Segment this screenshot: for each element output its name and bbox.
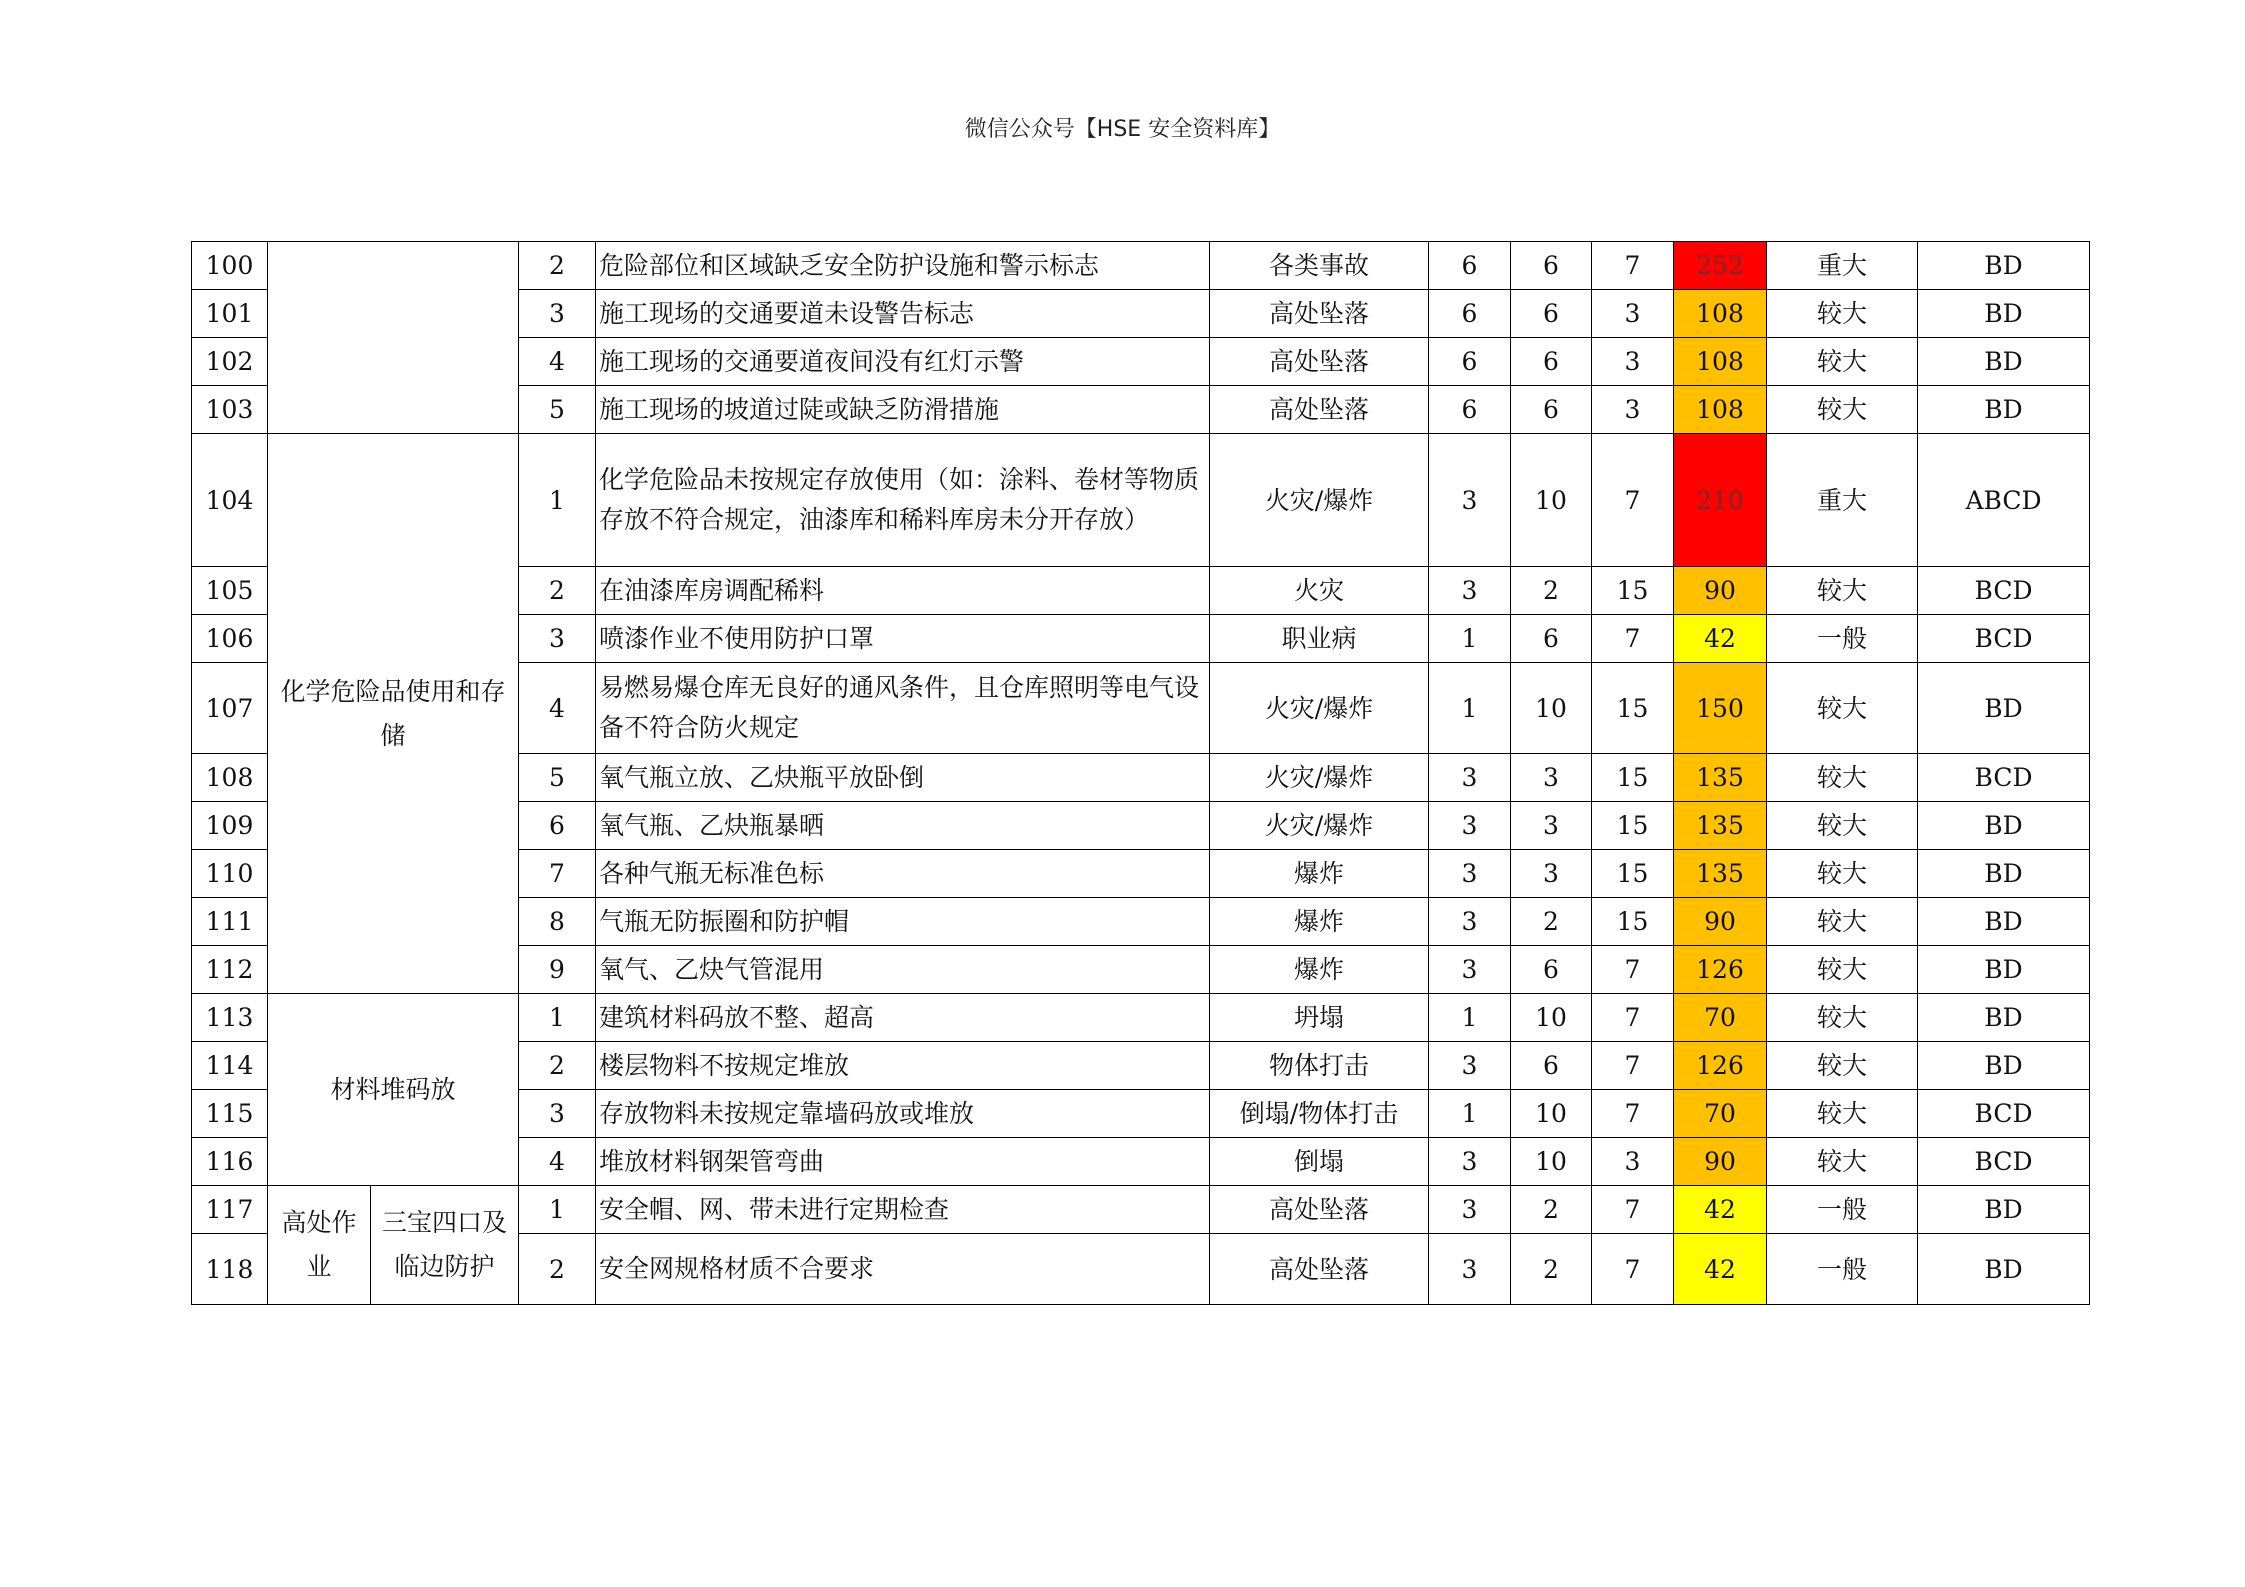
risk-level-cell: 较大 xyxy=(1767,567,1918,615)
sub-number-cell: 6 xyxy=(519,802,596,850)
c-value-cell: 7 xyxy=(1592,242,1674,290)
risk-level-cell: 一般 xyxy=(1767,615,1918,663)
l-value-cell: 3 xyxy=(1429,850,1511,898)
d-value-cell: 108 xyxy=(1674,386,1767,434)
control-measures-cell: BD xyxy=(1918,898,2090,946)
c-value-cell: 7 xyxy=(1592,1042,1674,1090)
risk-level-cell: 较大 xyxy=(1767,663,1918,754)
risk-level-cell: 较大 xyxy=(1767,898,1918,946)
risk-level-cell: 一般 xyxy=(1767,1186,1918,1234)
row-number-cell: 112 xyxy=(192,946,268,994)
risk-level-cell: 较大 xyxy=(1767,290,1918,338)
c-value-cell: 3 xyxy=(1592,290,1674,338)
e-value-cell: 6 xyxy=(1511,386,1592,434)
row-number-cell: 118 xyxy=(192,1234,268,1305)
l-value-cell: 3 xyxy=(1429,754,1511,802)
control-measures-cell: BD xyxy=(1918,1186,2090,1234)
accident-type-cell: 坍塌 xyxy=(1210,994,1429,1042)
d-value-cell: 90 xyxy=(1674,898,1767,946)
c-value-cell: 7 xyxy=(1592,434,1674,567)
accident-type-cell: 火灾/爆炸 xyxy=(1210,802,1429,850)
d-value-cell: 108 xyxy=(1674,338,1767,386)
sub-number-cell: 2 xyxy=(519,1042,596,1090)
hazard-description-cell: 施工现场的交通要道未设警告标志 xyxy=(596,290,1210,338)
control-measures-cell: BD xyxy=(1918,994,2090,1042)
e-value-cell: 6 xyxy=(1511,338,1592,386)
risk-level-cell: 较大 xyxy=(1767,338,1918,386)
risk-level-cell: 较大 xyxy=(1767,386,1918,434)
row-number-cell: 107 xyxy=(192,663,268,754)
control-measures-cell: BD xyxy=(1918,386,2090,434)
row-number-cell: 110 xyxy=(192,850,268,898)
accident-type-cell: 高处坠落 xyxy=(1210,1234,1429,1305)
row-number-cell: 113 xyxy=(192,994,268,1042)
c-value-cell: 7 xyxy=(1592,1186,1674,1234)
c-value-cell: 3 xyxy=(1592,338,1674,386)
accident-type-cell: 物体打击 xyxy=(1210,1042,1429,1090)
accident-type-cell: 各类事故 xyxy=(1210,242,1429,290)
l-value-cell: 3 xyxy=(1429,567,1511,615)
table-row xyxy=(192,242,2090,290)
row-number-cell: 114 xyxy=(192,1042,268,1090)
risk-level-cell: 重大 xyxy=(1767,242,1918,290)
hazard-description-cell: 施工现场的交通要道夜间没有红灯示警 xyxy=(596,338,1210,386)
hazard-description-cell: 喷漆作业不使用防护口罩 xyxy=(596,615,1210,663)
sub-number-cell: 4 xyxy=(519,1138,596,1186)
sub-number-cell: 4 xyxy=(519,338,596,386)
sub-number-cell: 2 xyxy=(519,242,596,290)
e-value-cell: 2 xyxy=(1511,1186,1592,1234)
sub-number-cell: 1 xyxy=(519,994,596,1042)
e-value-cell: 6 xyxy=(1511,615,1592,663)
accident-type-cell: 职业病 xyxy=(1210,615,1429,663)
d-value-cell: 42 xyxy=(1674,1186,1767,1234)
hazard-description-cell: 建筑材料码放不整、超高 xyxy=(596,994,1210,1042)
risk-level-cell: 较大 xyxy=(1767,1138,1918,1186)
control-measures-cell: BD xyxy=(1918,946,2090,994)
c-value-cell: 3 xyxy=(1592,386,1674,434)
row-number-cell: 108 xyxy=(192,754,268,802)
l-value-cell: 6 xyxy=(1429,290,1511,338)
l-value-cell: 3 xyxy=(1429,1186,1511,1234)
page-header: 微信公众号【HSE 安全资料库】 xyxy=(964,117,1281,142)
category-height-cell: 高处作业 xyxy=(268,1186,371,1305)
row-number-cell: 103 xyxy=(192,386,268,434)
risk-level-cell: 较大 xyxy=(1767,1090,1918,1138)
d-value-cell: 135 xyxy=(1674,754,1767,802)
d-value-cell: 90 xyxy=(1674,1138,1767,1186)
e-value-cell: 10 xyxy=(1511,1090,1592,1138)
category-material-cell: 材料堆码放 xyxy=(268,994,519,1186)
hazard-description-cell: 施工现场的坡道过陡或缺乏防滑措施 xyxy=(596,386,1210,434)
accident-type-cell: 火灾 xyxy=(1210,567,1429,615)
d-value-cell: 90 xyxy=(1674,567,1767,615)
control-measures-cell: BCD xyxy=(1918,567,2090,615)
e-value-cell: 10 xyxy=(1511,1138,1592,1186)
hazard-description-cell: 氧气、乙炔气管混用 xyxy=(596,946,1210,994)
category-cell-empty xyxy=(268,242,519,434)
l-value-cell: 1 xyxy=(1429,994,1511,1042)
e-value-cell: 10 xyxy=(1511,994,1592,1042)
table-row xyxy=(192,1186,2090,1234)
subcategory-height-cell: 三宝四口及临边防护 xyxy=(371,1186,519,1305)
risk-level-cell: 较大 xyxy=(1767,946,1918,994)
c-value-cell: 15 xyxy=(1592,754,1674,802)
d-value-cell: 135 xyxy=(1674,802,1767,850)
risk-level-cell: 较大 xyxy=(1767,850,1918,898)
c-value-cell: 15 xyxy=(1592,567,1674,615)
control-measures-cell: BCD xyxy=(1918,1138,2090,1186)
d-value-cell: 150 xyxy=(1674,663,1767,754)
sub-number-cell: 4 xyxy=(519,663,596,754)
accident-type-cell: 倒塌/物体打击 xyxy=(1210,1090,1429,1138)
hazard-description-cell: 楼层物料不按规定堆放 xyxy=(596,1042,1210,1090)
c-value-cell: 15 xyxy=(1592,850,1674,898)
l-value-cell: 6 xyxy=(1429,338,1511,386)
l-value-cell: 3 xyxy=(1429,946,1511,994)
hazard-description-cell: 危险部位和区域缺乏安全防护设施和警示标志 xyxy=(596,242,1210,290)
row-number-cell: 101 xyxy=(192,290,268,338)
e-value-cell: 6 xyxy=(1511,290,1592,338)
control-measures-cell: ABCD xyxy=(1918,434,2090,567)
l-value-cell: 3 xyxy=(1429,434,1511,567)
e-value-cell: 3 xyxy=(1511,802,1592,850)
accident-type-cell: 高处坠落 xyxy=(1210,1186,1429,1234)
control-measures-cell: BCD xyxy=(1918,615,2090,663)
accident-type-cell: 爆炸 xyxy=(1210,898,1429,946)
d-value-cell: 210 xyxy=(1674,434,1767,567)
hazard-description-cell: 堆放材料钢架管弯曲 xyxy=(596,1138,1210,1186)
sub-number-cell: 1 xyxy=(519,434,596,567)
sub-number-cell: 7 xyxy=(519,850,596,898)
e-value-cell: 6 xyxy=(1511,946,1592,994)
c-value-cell: 7 xyxy=(1592,1090,1674,1138)
l-value-cell: 3 xyxy=(1429,1234,1511,1305)
d-value-cell: 135 xyxy=(1674,850,1767,898)
hazard-description-cell: 易燃易爆仓库无良好的通风条件，且仓库照明等电气设备不符合防火规定 xyxy=(596,663,1210,754)
row-number-cell: 117 xyxy=(192,1186,268,1234)
l-value-cell: 3 xyxy=(1429,1042,1511,1090)
row-number-cell: 111 xyxy=(192,898,268,946)
sub-number-cell: 3 xyxy=(519,290,596,338)
d-value-cell: 126 xyxy=(1674,946,1767,994)
row-number-cell: 100 xyxy=(192,242,268,290)
sub-number-cell: 2 xyxy=(519,567,596,615)
accident-type-cell: 倒塌 xyxy=(1210,1138,1429,1186)
risk-level-cell: 较大 xyxy=(1767,802,1918,850)
row-number-cell: 104 xyxy=(192,434,268,567)
hazard-description-cell: 安全帽、网、带未进行定期检查 xyxy=(596,1186,1210,1234)
c-value-cell: 7 xyxy=(1592,946,1674,994)
e-value-cell: 10 xyxy=(1511,663,1592,754)
l-value-cell: 3 xyxy=(1429,1138,1511,1186)
risk-table xyxy=(191,241,2090,1305)
table-row xyxy=(192,994,2090,1042)
accident-type-cell: 爆炸 xyxy=(1210,946,1429,994)
sub-number-cell: 5 xyxy=(519,386,596,434)
sub-number-cell: 2 xyxy=(519,1234,596,1305)
d-value-cell: 108 xyxy=(1674,290,1767,338)
row-number-cell: 116 xyxy=(192,1138,268,1186)
e-value-cell: 2 xyxy=(1511,567,1592,615)
sub-number-cell: 3 xyxy=(519,1090,596,1138)
e-value-cell: 6 xyxy=(1511,242,1592,290)
c-value-cell: 15 xyxy=(1592,802,1674,850)
l-value-cell: 6 xyxy=(1429,242,1511,290)
e-value-cell: 3 xyxy=(1511,754,1592,802)
hazard-description-cell: 各种气瓶无标准色标 xyxy=(596,850,1210,898)
hazard-description-cell: 氧气瓶立放、乙炔瓶平放卧倒 xyxy=(596,754,1210,802)
control-measures-cell: BD xyxy=(1918,290,2090,338)
sub-number-cell: 9 xyxy=(519,946,596,994)
control-measures-cell: BD xyxy=(1918,242,2090,290)
row-number-cell: 105 xyxy=(192,567,268,615)
c-value-cell: 15 xyxy=(1592,663,1674,754)
control-measures-cell: BD xyxy=(1918,663,2090,754)
hazard-description-cell: 气瓶无防振圈和防护帽 xyxy=(596,898,1210,946)
d-value-cell: 126 xyxy=(1674,1042,1767,1090)
d-value-cell: 252 xyxy=(1674,242,1767,290)
table-row xyxy=(192,434,2090,567)
risk-level-cell: 较大 xyxy=(1767,1042,1918,1090)
c-value-cell: 7 xyxy=(1592,615,1674,663)
category-chem-cell: 化学危险品使用和存储 xyxy=(268,434,519,994)
sub-number-cell: 3 xyxy=(519,615,596,663)
hazard-description-cell: 在油漆库房调配稀料 xyxy=(596,567,1210,615)
hazard-description-cell: 存放物料未按规定靠墙码放或堆放 xyxy=(596,1090,1210,1138)
accident-type-cell: 火灾/爆炸 xyxy=(1210,434,1429,567)
l-value-cell: 6 xyxy=(1429,386,1511,434)
e-value-cell: 2 xyxy=(1511,898,1592,946)
risk-level-cell: 重大 xyxy=(1767,434,1918,567)
control-measures-cell: BD xyxy=(1918,802,2090,850)
accident-type-cell: 高处坠落 xyxy=(1210,386,1429,434)
control-measures-cell: BD xyxy=(1918,1234,2090,1305)
sub-number-cell: 1 xyxy=(519,1186,596,1234)
d-value-cell: 70 xyxy=(1674,994,1767,1042)
sub-number-cell: 5 xyxy=(519,754,596,802)
accident-type-cell: 爆炸 xyxy=(1210,850,1429,898)
c-value-cell: 3 xyxy=(1592,1138,1674,1186)
e-value-cell: 2 xyxy=(1511,1234,1592,1305)
l-value-cell: 1 xyxy=(1429,615,1511,663)
c-value-cell: 7 xyxy=(1592,1234,1674,1305)
control-measures-cell: BD xyxy=(1918,1042,2090,1090)
sub-number-cell: 8 xyxy=(519,898,596,946)
l-value-cell: 1 xyxy=(1429,1090,1511,1138)
d-value-cell: 42 xyxy=(1674,1234,1767,1305)
row-number-cell: 106 xyxy=(192,615,268,663)
control-measures-cell: BCD xyxy=(1918,754,2090,802)
control-measures-cell: BD xyxy=(1918,338,2090,386)
control-measures-cell: BD xyxy=(1918,850,2090,898)
row-number-cell: 109 xyxy=(192,802,268,850)
row-number-cell: 102 xyxy=(192,338,268,386)
row-number-cell: 115 xyxy=(192,1090,268,1138)
accident-type-cell: 火灾/爆炸 xyxy=(1210,754,1429,802)
e-value-cell: 6 xyxy=(1511,1042,1592,1090)
control-measures-cell: BCD xyxy=(1918,1090,2090,1138)
d-value-cell: 42 xyxy=(1674,615,1767,663)
c-value-cell: 7 xyxy=(1592,994,1674,1042)
d-value-cell: 70 xyxy=(1674,1090,1767,1138)
hazard-description-cell: 化学危险品未按规定存放使用（如：涂料、卷材等物质存放不符合规定，油漆库和稀料库房未分开存放） xyxy=(596,434,1210,567)
accident-type-cell: 高处坠落 xyxy=(1210,338,1429,386)
risk-level-cell: 较大 xyxy=(1767,994,1918,1042)
risk-level-cell: 较大 xyxy=(1767,754,1918,802)
hazard-description-cell: 氧气瓶、乙炔瓶暴晒 xyxy=(596,802,1210,850)
c-value-cell: 15 xyxy=(1592,898,1674,946)
l-value-cell: 3 xyxy=(1429,802,1511,850)
e-value-cell: 3 xyxy=(1511,850,1592,898)
hazard-description-cell: 安全网规格材质不合要求 xyxy=(596,1234,1210,1305)
e-value-cell: 10 xyxy=(1511,434,1592,567)
accident-type-cell: 高处坠落 xyxy=(1210,290,1429,338)
l-value-cell: 1 xyxy=(1429,663,1511,754)
l-value-cell: 3 xyxy=(1429,898,1511,946)
risk-level-cell: 一般 xyxy=(1767,1234,1918,1305)
accident-type-cell: 火灾/爆炸 xyxy=(1210,663,1429,754)
